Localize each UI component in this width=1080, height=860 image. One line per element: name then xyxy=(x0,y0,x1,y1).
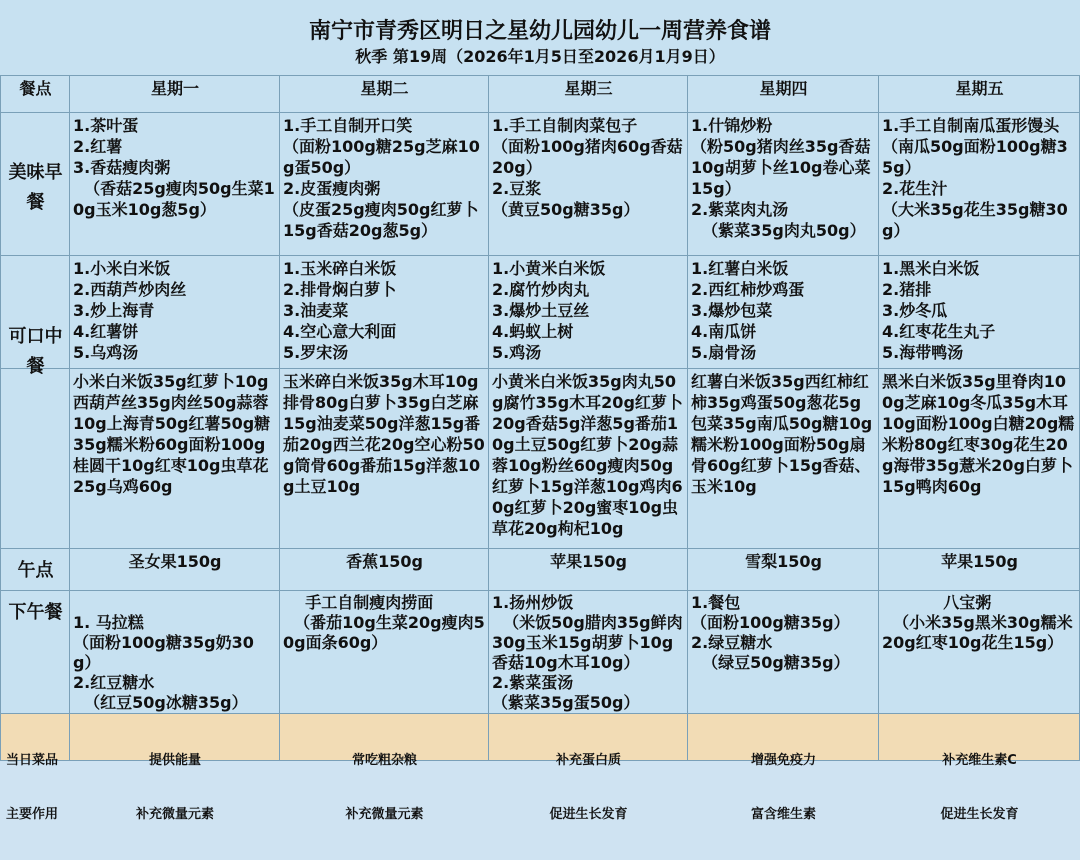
grid-line xyxy=(0,590,1080,591)
header-day-2: 星期二 xyxy=(360,79,409,98)
grid-line xyxy=(0,255,1080,256)
afternoon-thu: 1.餐包 （面粉100g糖35g） 2.绿豆糖水 （绿豆50g糖35g） xyxy=(691,593,850,672)
footer-tue xyxy=(279,716,488,860)
header-meal: 餐点 xyxy=(19,79,52,98)
footer-wed xyxy=(488,716,687,860)
header-day-1: 星期一 xyxy=(150,79,199,98)
meal-label-afternoon: 下午餐 xyxy=(8,602,63,623)
footer-fri xyxy=(878,716,1079,860)
snack-tue: 香蕉150g xyxy=(346,552,423,571)
footer-wed-line1: 补充蛋白质 xyxy=(555,753,621,768)
header-day-5: 星期五 xyxy=(955,79,1004,98)
meal-label-snack: 午点 xyxy=(17,560,54,581)
footer-tue-line1: 常吃粗杂粮 xyxy=(351,753,417,768)
footer-thu xyxy=(687,716,878,860)
header-day-3: 星期三 xyxy=(564,79,613,98)
afternoon-mon: 1. 马拉糕 （面粉100g糖35g奶30g） 2.红豆糖水 （红豆50g冰糖35g） xyxy=(73,613,254,712)
page-subtitle: 秋季 第19周（2026年1月5日至2026月1月9日） xyxy=(355,47,725,66)
footer-fri-line2: 促进生长发育 xyxy=(940,807,1019,822)
breakfast-fri: 1.手工自制南瓜蛋形馒头 （南瓜50g面粉100g糖35g） 2.花生汁 （大米35g花生35g糖30g） xyxy=(882,116,1068,240)
footer-label-line1: 当日菜品 xyxy=(6,753,59,768)
header-day-4: 星期四 xyxy=(759,79,808,98)
snack-wed: 苹果150g xyxy=(550,552,627,571)
grid-line xyxy=(0,75,1080,76)
page-title: 南宁市青秀区明日之星幼儿园幼儿一周营养食谱 xyxy=(308,19,771,44)
afternoon-wed: 1.扬州炒饭 （米饭50g腊肉35g鲜肉30g玉米15g胡萝卜10g香菇10g木耳10g） 2.紫菜蛋汤 （紫菜35g蛋50g） xyxy=(492,593,683,712)
footer-mon xyxy=(69,716,279,860)
afternoon-tue: 手工自制瘦肉捞面 （番茄10g生菜20g瘦肉50g面条60g） xyxy=(283,593,485,652)
footer-tue-line2: 补充微量元素 xyxy=(345,807,424,822)
snack-mon: 圣女果150g xyxy=(128,552,222,571)
lunch-ingredients-mon: 小米白米饭35g红萝卜10g西葫芦丝35g肉丝50g蒜蓉10g上海青50g红薯50g糖35g糯米粉60g面粉100g桂圆干10g红枣10g虫草花25g乌鸡60g xyxy=(73,372,271,496)
lunch-menu-wed: 1.小黄米白米饭 2.腐竹炒肉丸 3.爆炒土豆丝 4.蚂蚁上树 5.鸡汤 xyxy=(492,259,606,362)
footer-thu-line1: 增强免疫力 xyxy=(750,753,816,768)
footer-mon-line1: 提供能量 xyxy=(148,753,201,768)
footer-label-line2: 主要作用 xyxy=(6,807,59,822)
snack-fri: 苹果150g xyxy=(941,552,1018,571)
lunch-ingredients-tue: 玉米碎白米饭35g木耳10g排骨80g白萝卜35g白芝麻15g油麦菜50g洋葱15g番茄20g西兰花20g空心粉50g筒骨60g番茄15g洋葱10g土豆10g xyxy=(283,372,485,496)
meal-label-lunch: 可口中 餐 xyxy=(8,326,63,377)
breakfast-wed: 1.手工自制肉菜包子 （面粉100g猪肉60g香菇20g） 2.豆浆 （黄豆50g糖35g） xyxy=(492,116,683,219)
footer-fri-line1: 补充维生素C xyxy=(942,753,1017,768)
snack-thu: 雪梨150g xyxy=(745,552,822,571)
lunch-menu-tue: 1.玉米碎白米饭 2.排骨焖白萝卜 3.油麦菜 4.空心意大利面 5.罗宋汤 xyxy=(283,259,397,362)
afternoon-fri: 八宝粥 （小米35g黑米30g糯米20g红枣10g花生15g） xyxy=(882,593,1073,652)
grid-line xyxy=(0,548,1080,549)
meal-label-breakfast: 美味早 餐 xyxy=(8,162,63,213)
lunch-menu-mon: 1.小米白米饭 2.西葫芦炒肉丝 3.炒上海青 4.红薯饼 5.乌鸡汤 xyxy=(73,259,187,362)
grid-line xyxy=(0,368,1080,369)
footer-mon-line2: 补充微量元素 xyxy=(135,807,214,822)
breakfast-thu: 1.什锦炒粉 （粉50g猪肉丝35g香菇10g胡萝卜丝10g卷心菜15g） 2.紫菜肉丸汤 （紫菜35g肉丸50g） xyxy=(691,116,871,240)
breakfast-tue: 1.手工自制开口笑 （面粉100g糖25g芝麻10g蛋50g） 2.皮蛋瘦肉粥 （皮蛋25g瘦肉50g红萝卜15g香菇20g葱5g） xyxy=(283,116,480,240)
footer-thu-line2: 富含维生素 xyxy=(750,807,816,822)
lunch-menu-thu: 1.红薯白米饭 2.西红柿炒鸡蛋 3.爆炒包菜 4.南瓜饼 5.扇骨汤 xyxy=(691,259,805,362)
grid-line xyxy=(0,112,1080,113)
lunch-menu-fri: 1.黑米白米饭 2.猪排 3.炒冬瓜 4.红枣花生丸子 5.海带鸭汤 xyxy=(882,259,996,362)
breakfast-mon: 1.茶叶蛋 2.红薯 3.香菇瘦肉粥 （香菇25g瘦肉50g生菜10g玉米10g葱5g） xyxy=(73,116,275,219)
footer-label xyxy=(0,716,69,860)
lunch-ingredients-fri: 黑米白米饭35g里脊肉100g芝麻10g冬瓜35g木耳10g面粉100g白糖20g糯米粉80g红枣30g花生20g海带35g薏米20g白萝卜15g鸭肉60g xyxy=(882,372,1075,496)
lunch-ingredients-thu: 红薯白米饭35g西红柿红柿35g鸡蛋50g葱花5g包菜35g南瓜50g糖10g糯米粉100g面粉50g扇骨60g红萝卜15g香菇、玉米10g xyxy=(691,372,873,496)
lunch-ingredients-wed: 小黄米白米饭35g肉丸50g腐竹35g木耳20g红萝卜20g香菇5g洋葱5g番茄10g土豆50g红萝卜20g蒜蓉10g粉丝60g瘦肉50g红萝卜15g洋葱10g鸡肉60g红萝卜20g蜜枣10g虫草花20g枸杞10g xyxy=(492,372,683,538)
grid-line xyxy=(0,713,1080,714)
footer-wed-line2: 促进生长发育 xyxy=(549,807,628,822)
